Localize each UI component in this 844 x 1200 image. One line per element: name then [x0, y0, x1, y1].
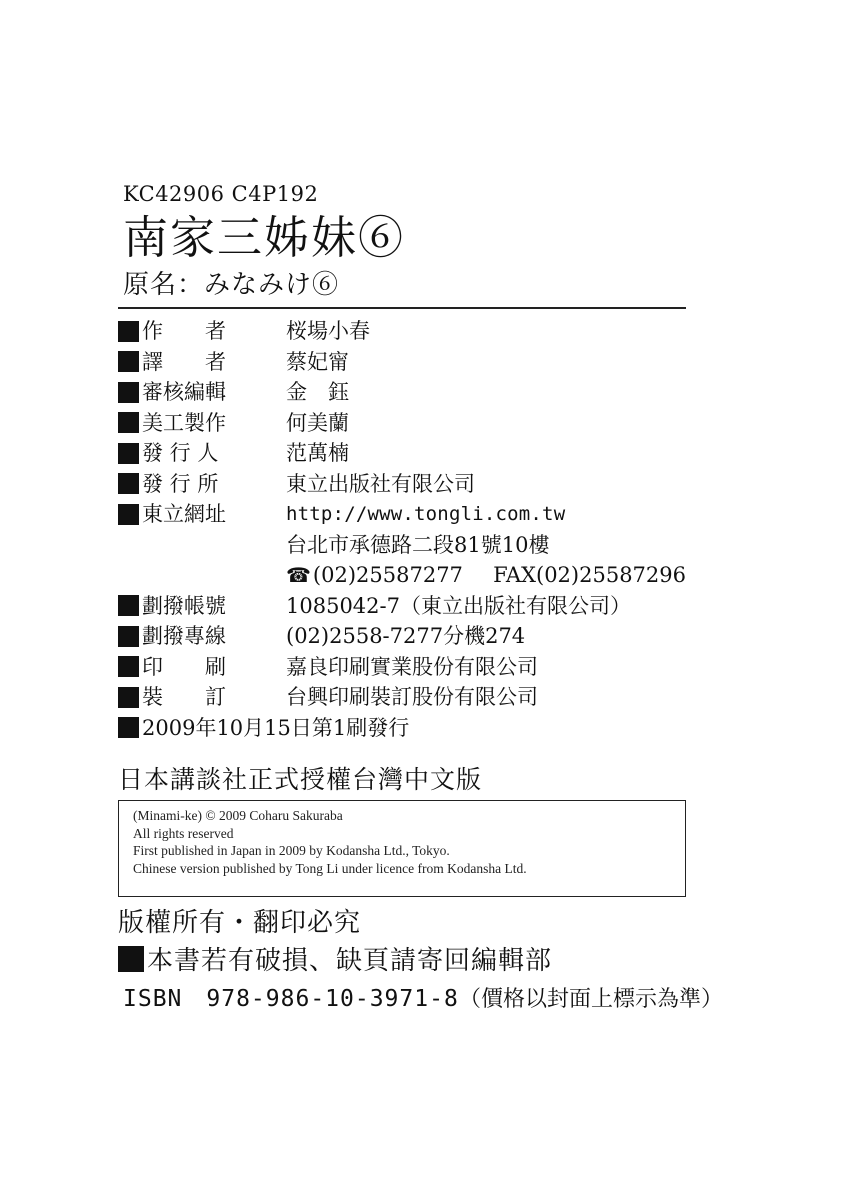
bullet-square: [118, 946, 144, 972]
bullet-square: [118, 595, 139, 616]
credit-row-hotline: [118, 621, 708, 652]
bullet-square: [118, 687, 139, 708]
isbn: ISBN 978-986-10-3971-8: [123, 986, 459, 1012]
credit-value: 嘉良印刷實業股份有限公司: [286, 654, 538, 679]
bullet-square: [118, 626, 139, 647]
damage-notice-row: [118, 940, 552, 977]
credit-row-binding: [118, 682, 708, 713]
credit-label: 譯 者: [142, 349, 226, 374]
copyright-line: Chinese version published by Tong Li under licence from Kodansha Ltd.: [133, 860, 527, 876]
credit-row-editor: [118, 377, 708, 408]
credit-label: 發 行 人: [142, 441, 219, 465]
bullet-square: [118, 504, 139, 525]
credit-label: 審核編輯: [142, 380, 226, 404]
credit-value: (02)2558-7277分機274: [286, 624, 526, 648]
telephone-icon: ☎: [286, 563, 311, 587]
bullet-square: [118, 412, 139, 433]
bullet-square: [118, 656, 139, 677]
original-title: 原名：みなみけ⑥: [123, 270, 340, 300]
credit-value: 蔡妃甯: [286, 349, 349, 374]
copyright-box: [118, 800, 686, 897]
rights-reserved: 版權所有・翻印必究: [118, 908, 362, 938]
divider: [118, 307, 686, 309]
isbn-row: [123, 980, 723, 1013]
credit-label: 東立網址: [142, 502, 226, 526]
credit-value: 何美蘭: [286, 410, 349, 435]
credit-value: 台興印刷裝訂股份有限公司: [286, 685, 538, 709]
fax-number: FAX(02)25587296: [493, 563, 686, 587]
bullet-square: [118, 717, 139, 738]
credit-label: 印 刷: [142, 654, 226, 679]
phone-row: [118, 560, 708, 591]
address: 台北市承德路二段81號10樓: [286, 532, 550, 557]
credit-row-publisher: [118, 438, 708, 469]
credit-label: 劃撥帳號: [142, 593, 226, 618]
credit-value: 東立出版社有限公司: [286, 471, 475, 496]
copyright-line: All rights reserved: [133, 825, 234, 841]
credit-label: 作 者: [142, 319, 226, 343]
credits-list: [118, 316, 708, 743]
book-title: 南家三姊妹⑥: [123, 211, 406, 264]
publish-date-row: [118, 713, 708, 744]
credit-value: 范萬楠: [286, 441, 349, 465]
credit-row-translator: [118, 347, 708, 378]
credit-label: 劃撥專線: [142, 624, 226, 648]
bullet-square: [118, 473, 139, 494]
credit-label: 裝 訂: [142, 685, 226, 709]
credit-row-website: [118, 499, 708, 530]
bullet-square: [118, 321, 139, 342]
credit-value: 金 鈺: [286, 380, 349, 404]
copyright-line: First published in Japan in 2009 by Kodansha Ltd., Tokyo.: [133, 843, 450, 858]
credit-row-publishing-house: [118, 469, 708, 500]
credit-row-printing: [118, 652, 708, 683]
license-statement: 日本講談社正式授權台灣中文版: [118, 765, 483, 794]
product-code: KC42906 C4P192: [123, 182, 319, 206]
credit-label: 美工製作: [142, 410, 226, 435]
credit-label: 發 行 所: [142, 471, 219, 496]
credit-row-art: [118, 408, 708, 439]
credit-row-account: [118, 591, 708, 622]
bullet-square: [118, 351, 139, 372]
bullet-square: [118, 382, 139, 403]
credit-row-author: [118, 316, 708, 347]
publish-date: 2009年10月15日第1刷發行: [142, 715, 410, 740]
website-url[interactable]: http://www.tongli.com.tw: [286, 503, 566, 525]
credit-value: 桜場小春: [286, 319, 370, 343]
damage-notice: 本書若有破損、缺頁請寄回編輯部: [147, 946, 553, 976]
copyright-line: (Minami-ke) © 2009 Coharu Sakuraba: [133, 808, 343, 823]
bullet-square: [118, 443, 139, 464]
phone-number: (02)25587277: [312, 563, 463, 587]
credit-value: 1085042-7（東立出版社有限公司）: [286, 593, 631, 618]
price-note: （價格以封面上標示為準）: [458, 987, 723, 1012]
address-row: [118, 530, 708, 561]
